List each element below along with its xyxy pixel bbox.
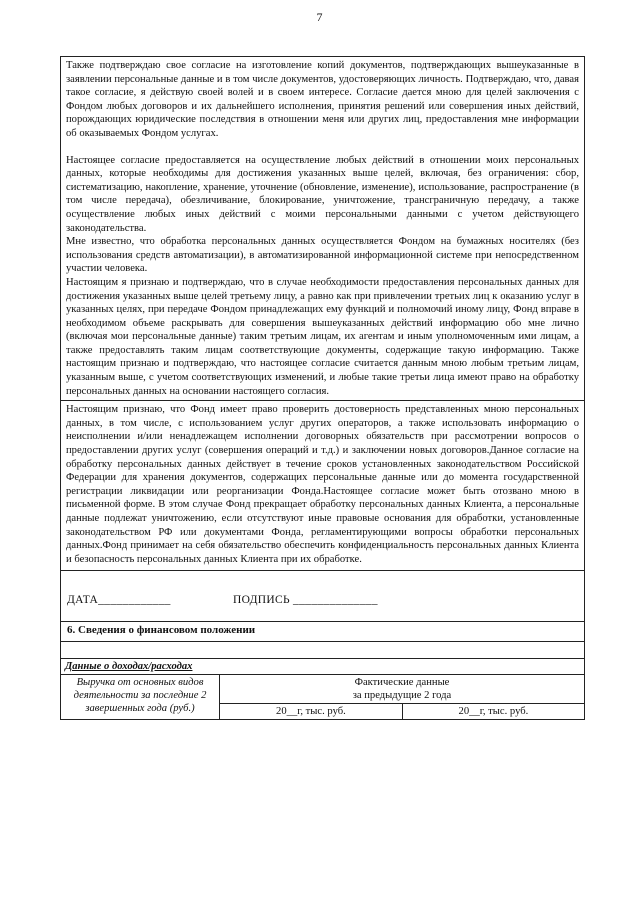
section-spacer <box>61 641 584 658</box>
actual-data-header-line1: Фактические данные <box>354 677 450 689</box>
consent-paragraph-copies: Также подтверждаю свое согласие на изготовление копий документов, подтверждающих вышеуказанные в заявлении персональные данные и в том числе документов, удостоверяющих личность. Подтверждаю, что, давая такое согласие, я действую своей волей и в своем интересе. Согласие дается мною для целей заключения с Фондом любых договоров и их дальнейшего исполнения, принятия решений или совершения иных действий, порождающих юридические последствия в отношении меня или других лиц, предоставления мне информации об оказываемых Фондом услугах. <box>66 60 579 139</box>
date-field[interactable]: ДАТА____________ <box>67 594 171 607</box>
revenue-label: Выручка от основных видов деятельности за последние 2 завершенных года (руб.) <box>61 675 220 720</box>
consent-paragraph-processing: Мне известно, что обработка персональных данных осуществляется Фондом на бумажных носителях (без использования средств автоматизации), в автоматизированной информационной системе при непосредственном участии человека. <box>66 236 579 275</box>
signature-row <box>61 570 584 621</box>
signature-field[interactable]: ПОДПИСЬ ______________ <box>233 594 378 607</box>
income-expense-title: Данные о доходах/расходах <box>61 659 584 675</box>
financial-table <box>61 658 584 719</box>
consent-paragraph-third-parties: Настоящим я признаю и подтверждаю, что в случае необходимости предоставления персональных данных для достижения указанных выше целей третьему лицу, а равно как при привлечении третьих лиц к оказанию услуг в указанных целях, при передаче Фондом принадлежащих ему функций и полномочий иному лицу, Фонд вправе в необходимом объеме раскрывать для совершения вышеуказанных действий информацию обо мне лично (включая мои персональные данные) таким третьим лицам, их агентам и иным уполномоченным ими лицам, а также предоставлять таким лицам соответствующие документы, содержащие такую информацию. Также настоящим признаю и подтверждаю, что настоящее согласие считается данным мною любым третьим лицам, указанным выше, с учетом соответствующих изменений, и любые такие третьи лица имеют право на обработку персональных данных на основании настоящего согласия. <box>66 276 579 397</box>
consent-form-frame <box>60 56 585 720</box>
consent-paragraph-actions: Настоящее согласие предоставляется на осуществление любых действий в отношении моих персональных данных, которые необходимы для достижения указанных выше целей, включая, без ограничения: сбор, систематизацию, накопление, хранение, уточнение (обновление, изменение), использование, распространение (в том числе передача), обезличивание, блокирование, уничтожение, трансграничную передачу, а также осуществление любых иных действий с моими персональными данными с учетом действующего законодательства. <box>66 154 579 234</box>
year1-cell[interactable]: 20__г, тыс. руб. <box>220 704 403 720</box>
consent-paragraph-verification: Настоящим признаю, что Фонд имеет право проверить достоверность представленных мною персональных данных, в том числе, с использованием услуг других операторов, а также использовать информацию о неисполнении и/или ненадлежащем исполнении договорных обязательств при рассмотрении вопросов о предоставлении других услуг (совершения операций и т.д.) и заключении новых договоров.Данное согласие на обработку персональных данных действует в течение сроков установленных законодательством Российской Федерации для хранения документов, содержащих персональные данные или до момента государственной регистрации ликвидации или реорганизации Фонда.Настоящее согласие может быть отозвано мною в письменной форме. В этом случае Фонд прекращает обработку персональных данных Клиента, а персональные данные подлежат уничтожению, если отсутствуют иные правовые основания для обработки, установленные законодательством РФ или документами Фонда, регламентирующими вопросы обработки персональных данных.Фонд принимает на себя обязательство обеспечить конфиденциальность персональных данных Клиента и безопасность персональных данных Клиента при их обработке. <box>66 404 579 565</box>
verification-text-block <box>61 401 584 570</box>
consent-text-block <box>61 57 584 401</box>
page-number: 7 <box>316 10 323 24</box>
year2-cell[interactable]: 20__г, тыс. руб. <box>402 704 584 720</box>
section-title: 6. Сведения о финансовом положении <box>61 621 584 641</box>
actual-data-header <box>220 675 585 704</box>
actual-data-header-line2: за предыдущие 2 года <box>352 690 452 702</box>
